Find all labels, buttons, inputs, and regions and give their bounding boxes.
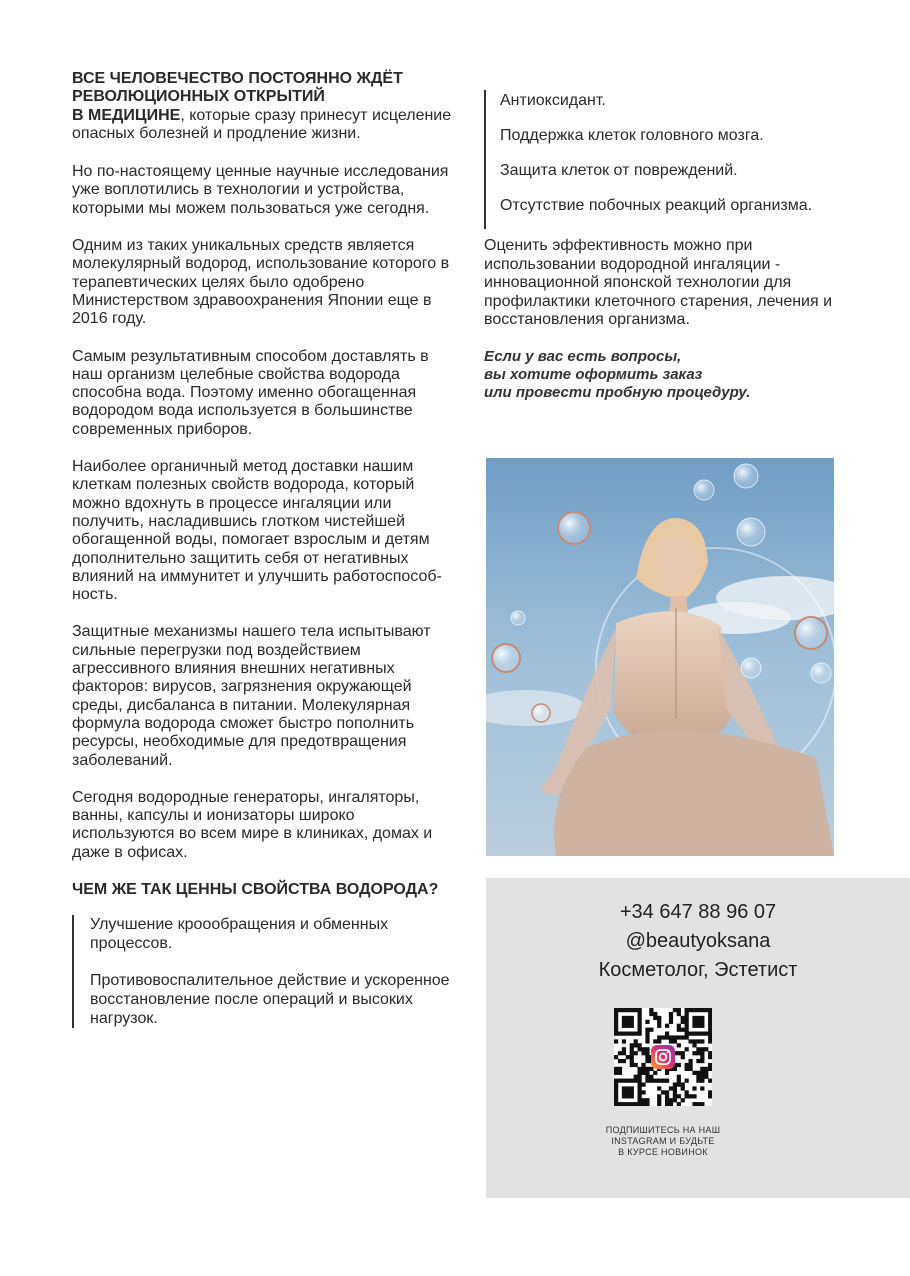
questions-line: вы хотите оформить заказ bbox=[484, 365, 703, 383]
paragraph-5: Защитные механизмы нашего тела испытывают сильные перегрузки под воздействием агрессивного влияния внешних негативных факторов: вирусов, загрязнения окружающей среды, дисбаланса в питании. Молекулярная формула водорода сможет быстро пополнить ресурсы, необходимые для предотвращения заболеваний. bbox=[72, 623, 431, 769]
left-benefits-list bbox=[72, 915, 452, 1028]
profession: Косметолог, Эстетист bbox=[598, 959, 798, 981]
questions-line: или провести пробную процедуру. bbox=[484, 383, 751, 401]
benefit-item: Улучшение кроообращения и обменных процессов. bbox=[90, 915, 389, 952]
benefit-item: Защита клеток от повреждений. bbox=[500, 162, 738, 179]
caption-line: ПОДПИШИТЕСЬ НА НАШ bbox=[605, 1125, 721, 1135]
paragraph-1: Но по-настоящему ценные научные исследования уже воплотились в технологии и устройства, которыми мы можем пользоваться уже сегодня. bbox=[72, 163, 449, 217]
instagram-handle[interactable]: @beautyoksana bbox=[625, 930, 771, 952]
subscribe-caption bbox=[486, 1125, 840, 1158]
paragraph-4: Наиболее органичный метод доставки нашим клеткам полезных свойств водорода, который можно вдохнуть в процессе ингаляции или получить, насладившись глотком чистейшей обогащенной воды, помогает взрослым и детям дополнительно защитить себя от негативных влияний на иммунитет и улучшить работоспособ-ность. bbox=[72, 458, 442, 604]
section-heading: ЧЕМ ЖЕ ТАК ЦЕННЫ СВОЙСТВА ВОДОРОДА? bbox=[72, 880, 439, 898]
inhalation-paragraph: Оценить эффективность можно при использовании водородной ингаляции - инновационной японской технологии для профилактики клеточного старения, лечения и восстановления организма. bbox=[484, 237, 833, 328]
paragraph-6: Сегодня водородные генераторы, ингаляторы, ванны, капсулы и ионизаторы широко используются во всем мире в клиниках, домах и даже в офисах. bbox=[72, 788, 433, 861]
qr-code-icon[interactable] bbox=[614, 1008, 712, 1106]
caption-line: INSTAGRAM И БУДЬТЕ bbox=[611, 1136, 715, 1146]
phone-number[interactable]: +34 647 88 96 07 bbox=[619, 901, 777, 923]
paragraph-2: Одним из таких уникальных средств является молекулярный водород, использование которого в терапевтических целях было одобрено Министерством здравоохранения Японии еще в 2016 году. bbox=[72, 237, 450, 328]
headline-line-1: ВСЕ ЧЕЛОВЕЧЕСТВО ПОСТОЯННО ЖДЁТ bbox=[72, 70, 403, 87]
headline-line-2: РЕВОЛЮЦИОННЫХ ОТКРЫТИЙ bbox=[72, 88, 325, 106]
intro-rest: , которые сразу принесут исцеление опасных болезней и продление жизни. bbox=[72, 106, 452, 142]
benefit-item: Противовоспалительное действие и ускоренное восстановление после операций и высоких нагрузок. bbox=[90, 971, 450, 1027]
benefit-item: Антиоксидант. bbox=[500, 92, 606, 109]
left-column bbox=[72, 70, 452, 1028]
right-column bbox=[484, 90, 844, 402]
contact-card bbox=[486, 878, 910, 1198]
woman-bubble-photo bbox=[486, 458, 834, 856]
questions-line: Если у вас есть вопросы, bbox=[484, 347, 682, 365]
paragraph-3: Самым результативным способом доставлять в наш организм целебные свойства водорода способна вода. Поэтому именно обогащенная водородом вода используется в большинстве современных приборов. bbox=[72, 347, 429, 438]
benefit-item: Поддержка клеток головного мозга. bbox=[500, 127, 764, 144]
headline-tail: В МЕДИЦИНЕ bbox=[72, 106, 181, 124]
questions-text bbox=[484, 348, 844, 402]
instagram-icon bbox=[651, 1045, 675, 1069]
intro-paragraph bbox=[72, 70, 452, 143]
right-benefits-list bbox=[484, 90, 844, 229]
caption-line: В КУРСЕ НОВИНОК bbox=[618, 1147, 708, 1157]
benefit-item: Отсутствие побочных реакций организма. bbox=[500, 197, 813, 214]
